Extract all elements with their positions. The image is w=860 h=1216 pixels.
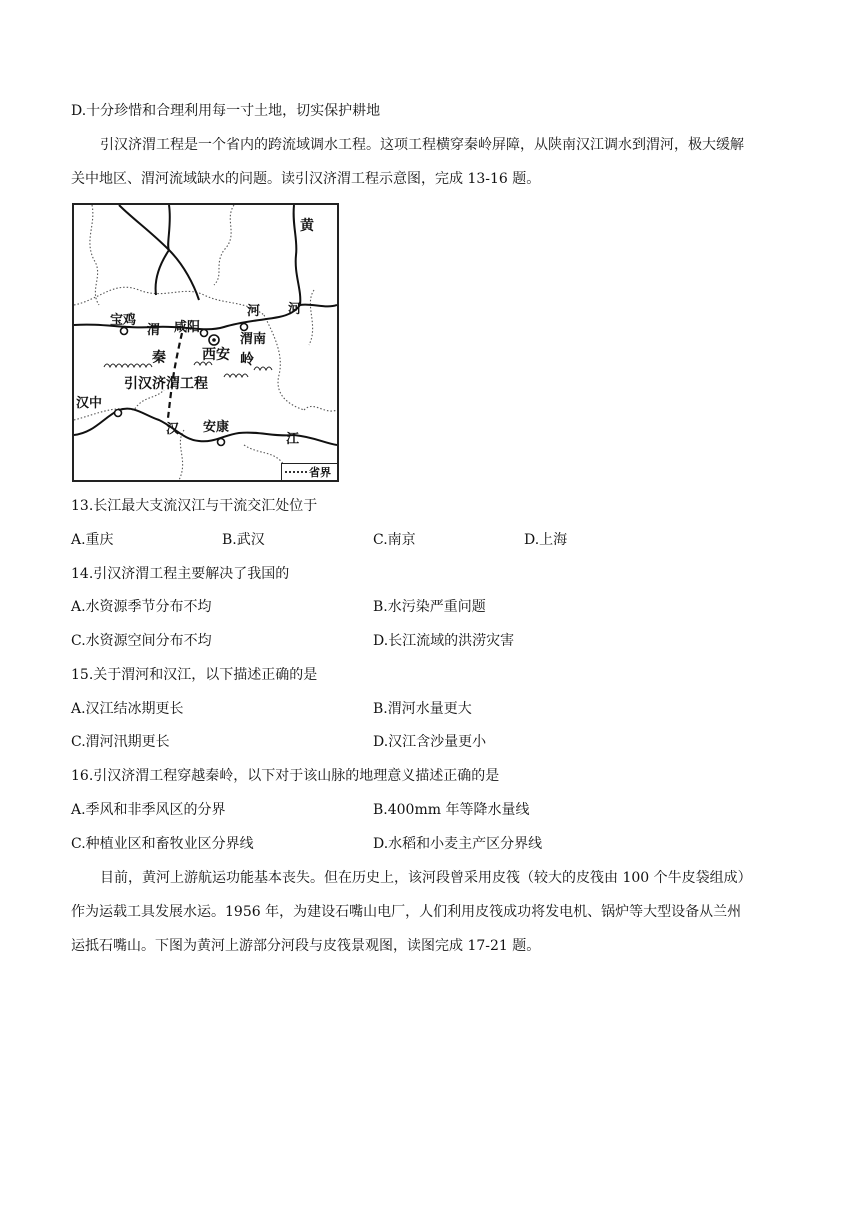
previous-question-option-d: D.十分珍惜和合理利用每一寸土地，切实保护耕地 xyxy=(71,103,381,119)
map-label-he-2: 河 xyxy=(288,302,302,317)
ankang-city-marker xyxy=(218,439,225,446)
map-label-jiang: 江 xyxy=(286,432,300,447)
weinan-city-marker xyxy=(241,324,248,331)
question-16-option-a[interactable]: A.季风和非季风区的分界 xyxy=(71,802,226,818)
map-label-weinan: 渭南 xyxy=(240,332,267,347)
question-16-option-c[interactable]: C.种植业区和畜牧业区分界线 xyxy=(71,836,254,852)
map-label-he: 河 xyxy=(247,304,261,319)
map-label-xian: 西安 xyxy=(202,347,230,363)
question-15-option-b[interactable]: B.渭河水量更大 xyxy=(373,701,472,717)
map-label-xianyang: 咸阳 xyxy=(174,320,201,335)
question-13-option-b[interactable]: B.武汉 xyxy=(222,532,265,548)
question-15-stem: 15.关于渭河和汉江，以下描述正确的是 xyxy=(71,667,318,683)
question-14-stem: 14.引汉济渭工程主要解决了我国的 xyxy=(71,566,290,582)
map-label-huang: 黄 xyxy=(300,218,314,234)
map-label-han: 汉 xyxy=(166,422,180,437)
question-14-option-d[interactable]: D.长江流域的洪涝灾害 xyxy=(373,633,515,649)
map-label-project: 引汉济渭工程 xyxy=(124,376,208,392)
question-16-stem: 16.引汉济渭工程穿越秦岭，以下对于该山脉的地理意义描述正确的是 xyxy=(71,768,500,784)
passage-2-line-1: 目前，黄河上游航运功能基本丧失。但在历史上，该河段曾采用皮筏（较大的皮筏由 100 个牛皮袋组成） xyxy=(100,870,752,886)
question-15-option-a[interactable]: A.汉江结冰期更长 xyxy=(71,701,184,717)
province-border-symbol xyxy=(285,471,307,473)
map-label-baoji: 宝鸡 xyxy=(110,313,137,328)
hanzhong-city-marker xyxy=(115,410,122,417)
map-label-qin: 秦 xyxy=(152,350,166,366)
question-13-option-c[interactable]: C.南京 xyxy=(373,532,416,548)
question-13-option-d[interactable]: D.上海 xyxy=(524,532,568,548)
question-13-stem: 13.长江最大支流汉江与干流交汇处位于 xyxy=(71,498,318,514)
question-14-option-a[interactable]: A.水资源季节分布不均 xyxy=(71,599,212,615)
yinhan-jiwei-map xyxy=(72,203,339,482)
question-15-option-c[interactable]: C.渭河汛期更长 xyxy=(71,734,170,750)
map-label-hanzhong: 汉中 xyxy=(76,396,103,411)
map-label-wei: 渭 xyxy=(147,323,161,338)
map-label-ankang: 安康 xyxy=(203,420,230,435)
question-16-option-b[interactable]: B.400mm 年等降水量线 xyxy=(373,802,530,818)
question-13-option-a[interactable]: A.重庆 xyxy=(71,532,114,548)
question-14-option-c[interactable]: C.水资源空间分布不均 xyxy=(71,633,212,649)
passage-2-line-2: 作为运载工具发展水运。1956 年，为建设石嘴山电厂，人们利用皮筏成功将发电机、锅炉等大型设备从兰州 xyxy=(71,904,742,920)
passage-2-line-3: 运抵石嘴山。下图为黄河上游部分河段与皮筏景观图，读图完成 17-21 题。 xyxy=(71,938,541,954)
baoji-city-marker xyxy=(121,328,128,335)
passage-1-line-1: 引汉济渭工程是一个省内的跨流域调水工程。这项工程横穿秦岭屏障，从陕南汉江调水到渭河，极大缓解 xyxy=(100,137,744,153)
map-label-ling: 岭 xyxy=(240,352,254,368)
map-legend xyxy=(281,463,337,480)
legend-label: 省界 xyxy=(309,466,331,479)
question-15-option-d[interactable]: D.汉江含沙量更小 xyxy=(373,734,487,750)
question-14-option-b[interactable]: B.水污染严重问题 xyxy=(373,599,486,615)
passage-1-line-2: 关中地区、渭河流域缺水的问题。读引汉济渭工程示意图，完成 13-16 题。 xyxy=(71,171,541,187)
question-16-option-d[interactable]: D.水稻和小麦主产区分界线 xyxy=(373,836,543,852)
xianyang-city-marker xyxy=(201,330,208,337)
